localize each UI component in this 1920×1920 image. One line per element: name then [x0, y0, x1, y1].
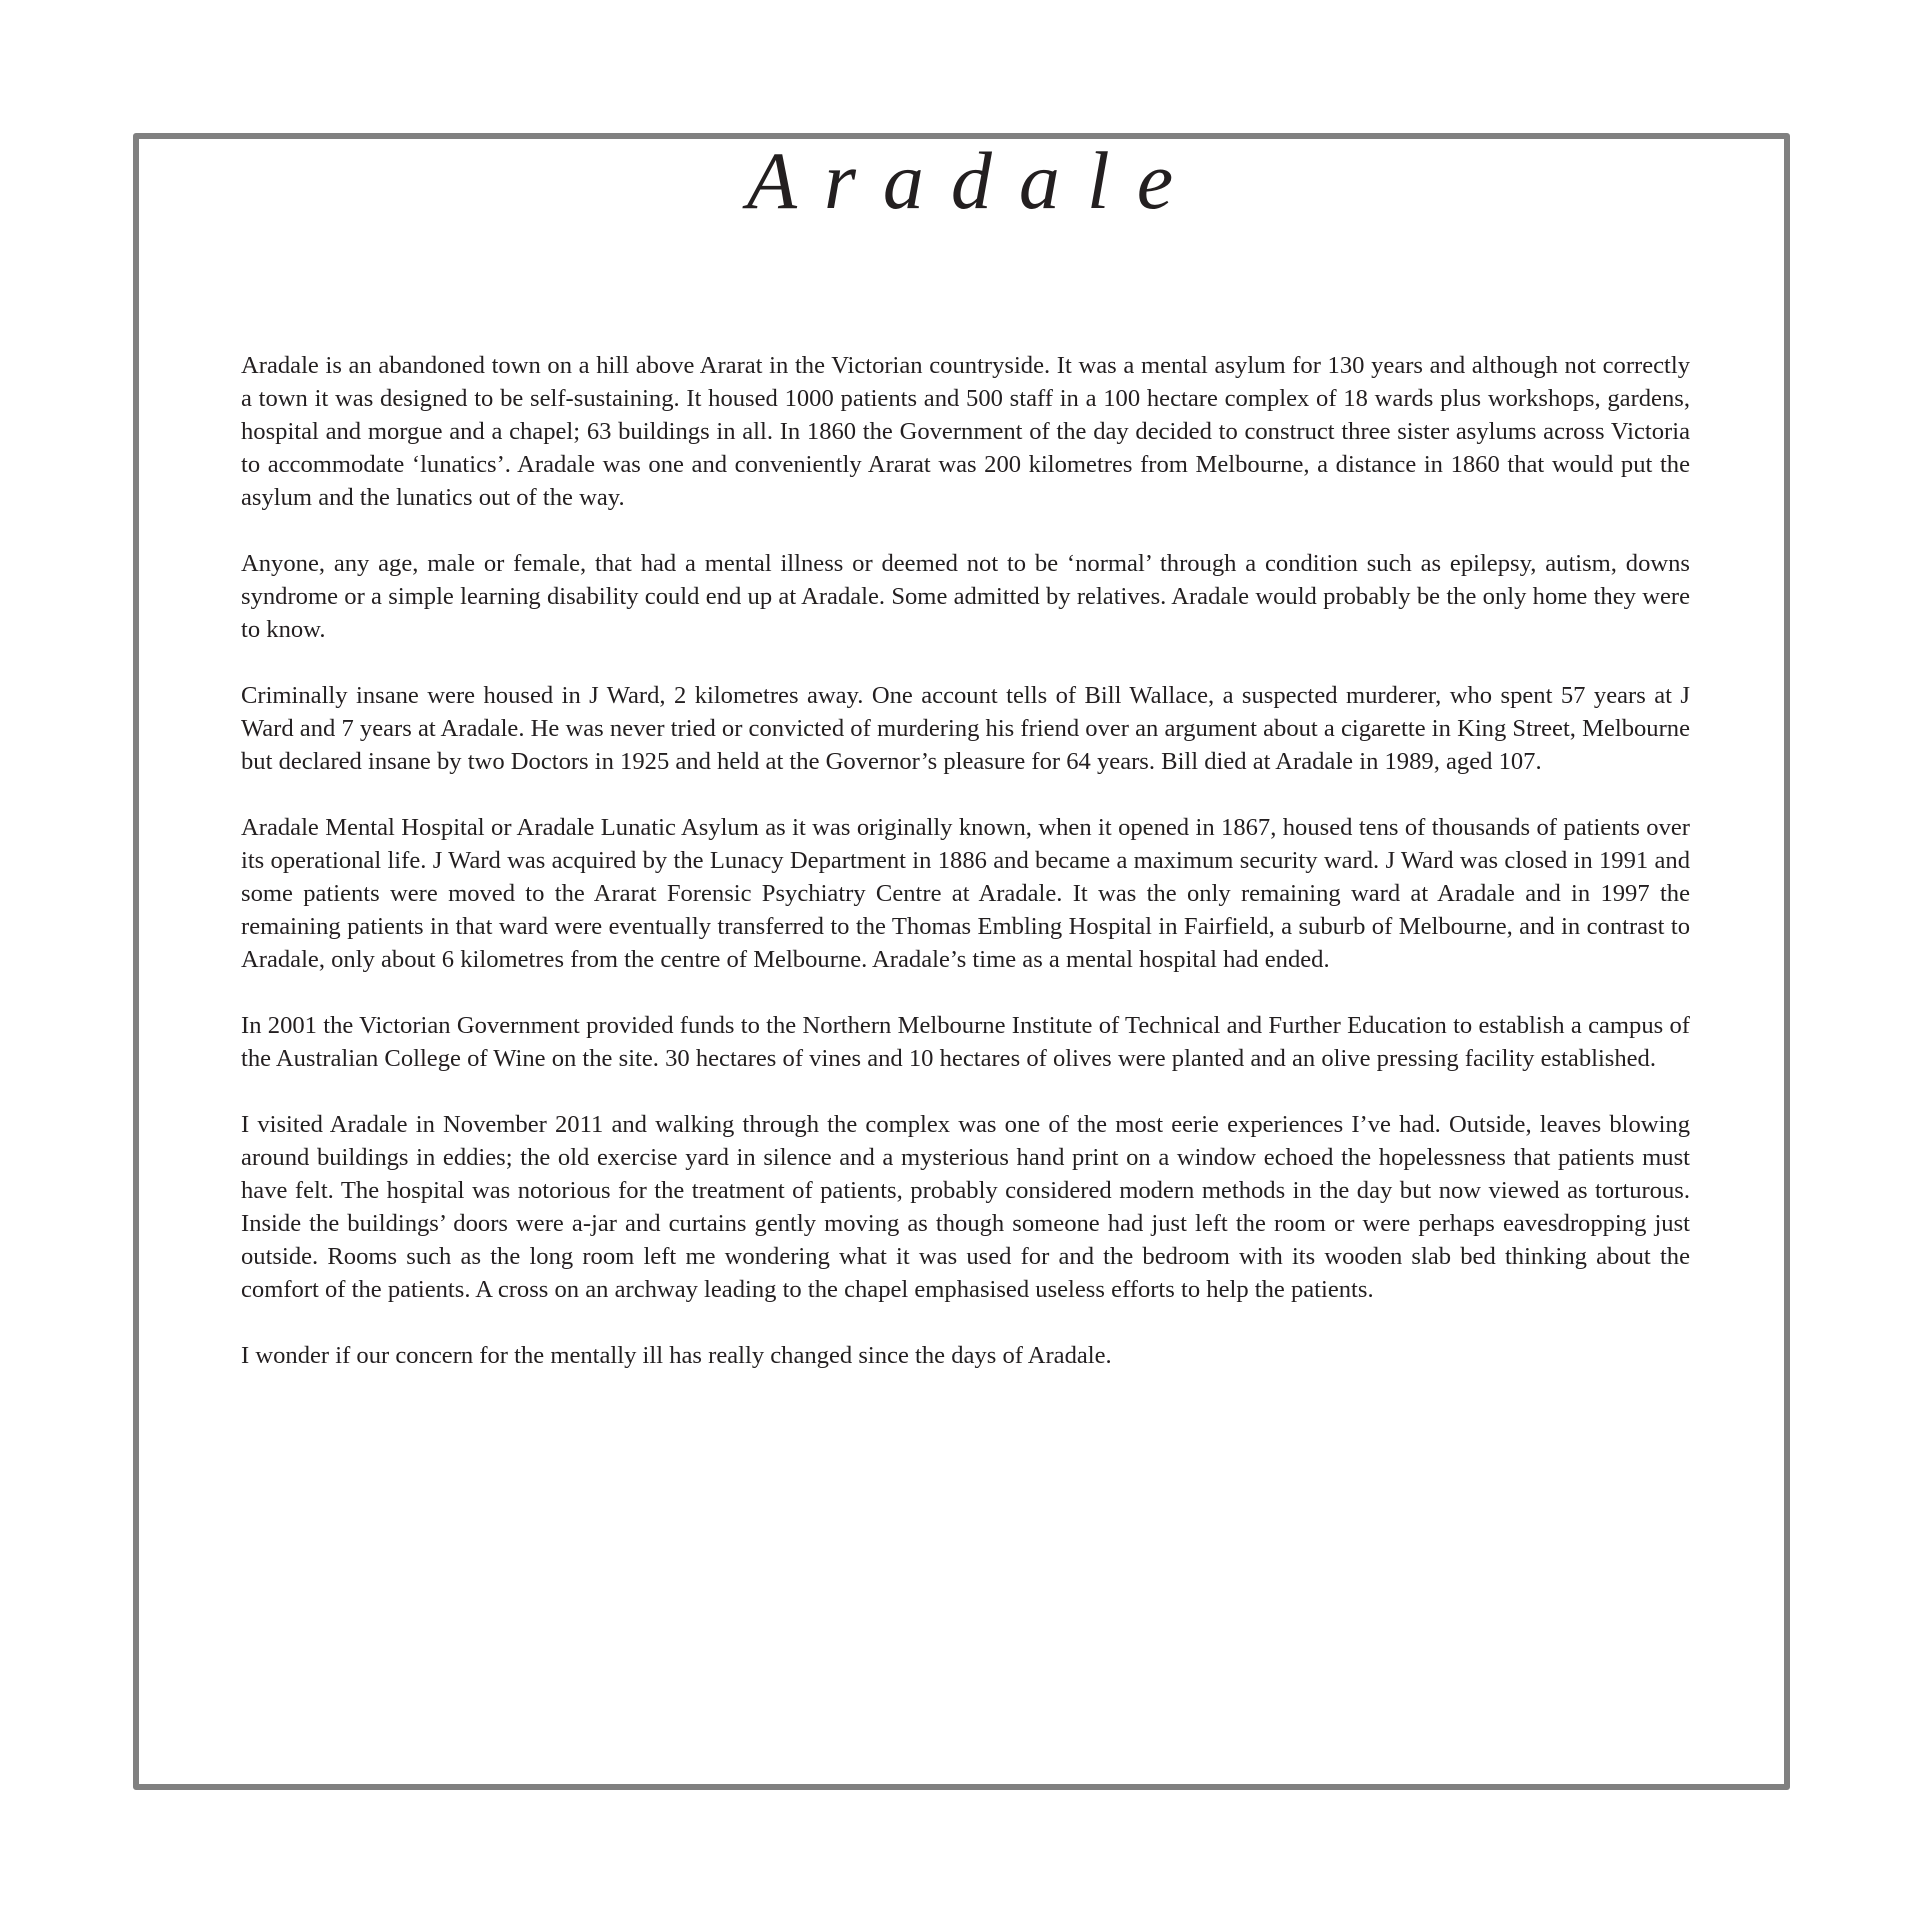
paragraph-2: Anyone, any age, male or female, that had a mental illness or deemed not to be ‘normal’ through a condition such as epilepsy, autism, downs syndrome or a simple learning disability could end up at Aradale. Some admitted by relatives. Aradale would probably be the only home they were to know. [241, 550, 1690, 643]
paragraph-3: Criminally insane were housed in J Ward, 2 kilometres away. One account tells of Bill Wallace, a suspected murderer, who spent 57 years at J Ward and 7 years at Aradale. He was never tried or convicted of murdering his friend over an argument about a cigarette in King Street, Melbourne but declared insane by two Doctors in 1925 and held at the Governor’s pleasure for 64 years. Bill died at Aradale in 1989, aged 107. [241, 682, 1690, 775]
paragraph-6: I visited Aradale in November 2011 and walking through the complex was one of the most eerie experiences I’ve had. Outside, leaves blowing around buildings in eddies; the old exercise yard in silence and a mysterious hand print on a window echoed the hopelessness that patients must have felt. The hospital was notorious for the treatment of patients, probably considered modern methods in the day but now viewed as torturous. Inside the buildings’ doors were a-jar and curtains gently moving as though someone had just left the room or were perhaps eavesdropping just outside. Rooms such as the long room left me wondering what it was used for and the bedroom with its wooden slab bed thinking about the comfort of the patients. A cross on an archway leading to the chapel emphasised useless efforts to help the patients. [241, 1111, 1690, 1303]
page-title: Aradale [746, 135, 1201, 226]
paragraph-1: Aradale is an abandoned town on a hill above Ararat in the Victorian countryside. It was a mental asylum for 130 years and although not correctly a town it was designed to be self-sustaining. It housed 1000 patients and 500 staff in a 100 hectare complex of 18 wards plus workshops, gardens, hospital and morgue and a chapel; 63 buildings in all. In 1860 the Government of the day decided to construct three sister asylums across Victoria to accommodate ‘lunatics’. Aradale was one and conveniently Ararat was 200 kilometres from Melbourne, a distance in 1860 that would put the asylum and the lunatics out of the way. [241, 352, 1690, 511]
paragraph-7: I wonder if our concern for the mentally ill has really changed since the days of Aradale. [241, 1342, 1112, 1369]
paragraph-4: Aradale Mental Hospital or Aradale Lunatic Asylum as it was originally known, when it opened in 1867, housed tens of thousands of patients over its operational life. J Ward was acquired by the Lunacy Department in 1886 and became a maximum security ward. J Ward was closed in 1991 and some patients were moved to the Ararat Forensic Psychiatry Centre at Aradale. It was the only remaining ward at Aradale and in 1997 the remaining patients in that ward were eventually transferred to the Thomas Embling Hospital in Fairfield, a suburb of Melbourne, and in contrast to Aradale, only about 6 kilometres from the centre of Melbourne. Aradale’s time as a mental hospital had ended. [241, 814, 1690, 973]
article-body [241, 349, 1690, 1405]
paragraph-5: In 2001 the Victorian Government provided funds to the Northern Melbourne Institute of Technical and Further Education to establish a campus of the Australian College of Wine on the site. 30 hectares of vines and 10 hectares of olives were planted and an olive pressing facility established. [241, 1012, 1690, 1072]
